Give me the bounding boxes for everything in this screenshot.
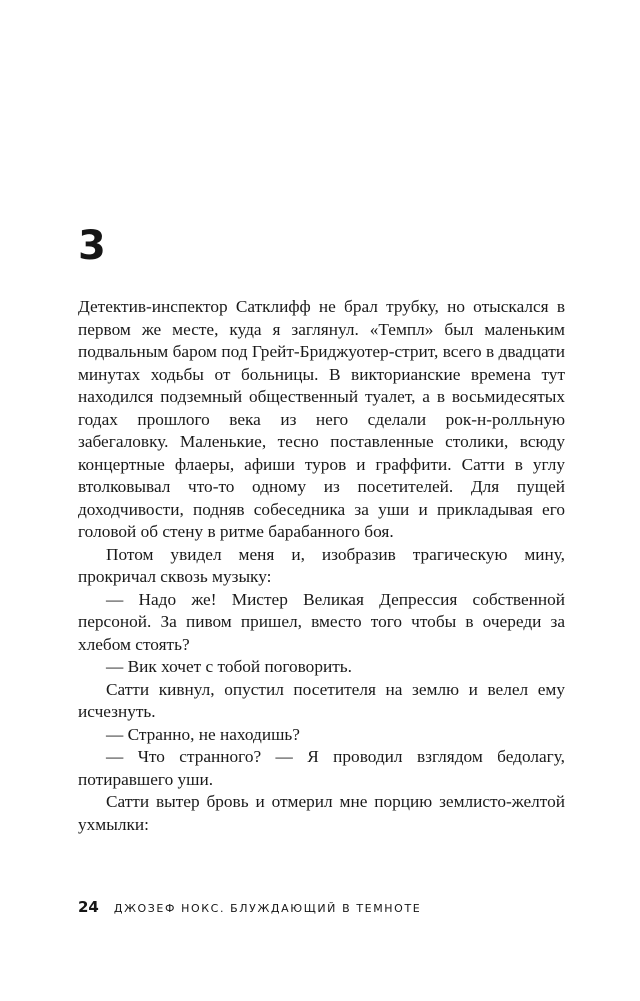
chapter-number: 3	[78, 223, 107, 269]
paragraph-dialogue: — Надо же! Мистер Великая Депрессия собственной персоной. За пивом пришел, вместо того чтобы в очереди за хлебом стоять?	[78, 589, 565, 654]
running-title: ДЖОЗЕФ НОКС. БЛУЖДАЮЩИЙ В ТЕМНОТЕ	[113, 902, 422, 915]
paragraph: Детектив-инспектор Сатклифф не брал трубку, но отыскался в первом же месте, куда я заглянул. «Темпл» был маленьким подвальным баром под Грейт-Бриджуотер-стрит, всего в двадцати минутах ходьбы от больницы. В викторианские времена тут находился подземный общественный туалет, а в восьмидесятых годах прошлого века из него сделали рок-н-ролльную забегаловку. Маленькие, тесно поставленные столики, всюду концертные флаеры, афиши туров и граффити. Сатти в углу втолковывал что-то одному из посетителей. Для пущей доходчивости, подняв собеседника за уши и прикладывая его головой об стену в ритме барабанного боя.	[78, 297, 565, 541]
chapter-body	[78, 296, 565, 836]
paragraph-dialogue: — Что странного? — Я проводил взглядом бедолагу, потиравшего уши.	[78, 747, 565, 789]
page-number: 24	[78, 898, 99, 916]
page-footer	[78, 898, 565, 916]
paragraph-dialogue: — Странно, не находишь?	[106, 724, 300, 744]
paragraph: Сатти кивнул, опустил посетителя на землю и велел ему исчезнуть.	[78, 679, 565, 721]
paragraph: Сатти вытер бровь и отмерил мне порцию землисто-желтой ухмылки:	[78, 792, 565, 834]
paragraph: Потом увидел меня и, изобразив трагическую мину, прокричал сквозь музыку:	[78, 544, 565, 586]
paragraph-dialogue: — Вик хочет с тобой поговорить.	[106, 657, 352, 676]
